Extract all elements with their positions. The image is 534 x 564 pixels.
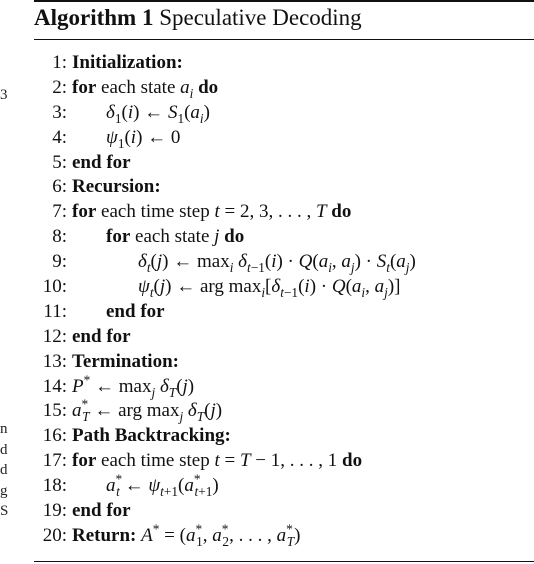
line-content bbox=[72, 449, 362, 474]
line-number: 19: bbox=[42, 500, 67, 522]
line-number: 20: bbox=[42, 524, 67, 546]
line-text: each state bbox=[135, 226, 210, 248]
line-number: 17: bbox=[42, 450, 67, 472]
math-expression: $\psi_t(j)$ ← arg $\max_i[\delta_{t-1}(i) \cdot Q(a_i$, $a_j$)] bbox=[138, 276, 401, 300]
math-expression: $a^*_T$ ← arg $\max_j \delta_T(j)$ bbox=[72, 397, 223, 425]
edge-fragment: d bbox=[0, 462, 8, 478]
algo-line-11 bbox=[34, 300, 534, 325]
algo-line-12 bbox=[34, 325, 534, 350]
line-content bbox=[72, 200, 351, 225]
line-content bbox=[72, 325, 131, 350]
line-content bbox=[72, 350, 179, 375]
line-number: 14: bbox=[42, 375, 67, 397]
algo-line-19 bbox=[34, 499, 534, 524]
edge-fragment: d bbox=[0, 442, 8, 458]
keyword: end for bbox=[106, 300, 165, 322]
line-content bbox=[72, 51, 183, 76]
line-content bbox=[72, 175, 161, 200]
line-content bbox=[106, 225, 244, 250]
bottom-rule bbox=[34, 561, 534, 562]
line-content bbox=[72, 499, 131, 524]
algo-line-5 bbox=[34, 151, 534, 176]
algo-line-3 bbox=[34, 101, 534, 126]
caption-rule bbox=[34, 39, 534, 40]
keyword: do bbox=[331, 201, 352, 223]
line-number: 1: bbox=[52, 52, 67, 73]
top-rule bbox=[34, 0, 534, 2]
line-number: 10: bbox=[42, 276, 67, 298]
math-expression: P* ← $\max_j \delta_T(j)$ bbox=[72, 372, 195, 400]
algo-line-8 bbox=[34, 225, 534, 250]
line-text: each state bbox=[101, 76, 176, 98]
algo-line-7 bbox=[34, 200, 534, 225]
math-expression: $\delta_t(j)$ ← $\max_i \delta_{t-1}(i) \cdot Q(a_i$, $a_j) \cdot S_t(a_j)$ bbox=[138, 251, 416, 275]
line-number: 9: bbox=[52, 251, 67, 273]
math-expression: $A^* = (a^*_1$, $a^*_2$, . . . , $a^*_T$) bbox=[141, 521, 301, 549]
keyword: end for bbox=[72, 151, 131, 173]
keyword: for bbox=[72, 201, 97, 223]
math-expression: $a^*_t$ ← $\psi_{t+1}(a^*_{t+1})$ bbox=[106, 471, 219, 499]
keyword: for bbox=[72, 450, 97, 472]
algo-line-14 bbox=[34, 372, 534, 400]
math-expression: $\psi_1(i)$ ← 0 bbox=[106, 126, 181, 151]
math-expression: $\delta_1(i)$ ← $S_1(a_i)$ bbox=[106, 101, 210, 126]
line-number: 15: bbox=[42, 400, 67, 422]
algo-line-2 bbox=[34, 76, 534, 101]
algo-line-20 bbox=[34, 521, 534, 549]
line-text: each time step bbox=[101, 450, 210, 472]
algorithm-title: Speculative Decoding bbox=[159, 5, 362, 30]
keyword: Initialization: bbox=[72, 52, 183, 73]
line-number: 12: bbox=[42, 325, 67, 347]
edge-fragment: 3 bbox=[0, 87, 8, 103]
keyword: do bbox=[224, 226, 245, 248]
line-number: 3: bbox=[52, 101, 67, 123]
line-text: each time step bbox=[101, 201, 210, 223]
math-expression: j bbox=[214, 226, 220, 248]
keyword: Termination: bbox=[72, 350, 179, 372]
keyword: do bbox=[342, 450, 363, 472]
algo-line-18 bbox=[34, 471, 534, 499]
math-expression: t = 2, 3, . . . , T bbox=[214, 201, 327, 223]
line-number: 7: bbox=[52, 201, 67, 223]
keyword: end for bbox=[72, 325, 131, 347]
line-number: 5: bbox=[52, 151, 67, 173]
math-expression: t = T − 1, . . . , 1 bbox=[214, 450, 338, 472]
algo-line-1 bbox=[34, 51, 534, 76]
edge-fragment: n bbox=[0, 421, 8, 437]
algo-line-17 bbox=[34, 449, 534, 474]
algo-line-4 bbox=[34, 126, 534, 151]
line-number: 16: bbox=[42, 425, 67, 447]
algo-line-15 bbox=[34, 399, 534, 424]
keyword: end for bbox=[72, 500, 131, 522]
keyword: Recursion: bbox=[72, 176, 161, 198]
algo-line-16 bbox=[34, 424, 534, 449]
math-expression: $a_i$ bbox=[180, 76, 194, 101]
keyword: Path Backtracking: bbox=[72, 425, 231, 447]
algo-line-6 bbox=[34, 175, 534, 200]
line-content bbox=[72, 424, 231, 449]
keyword: do bbox=[198, 76, 219, 98]
line-content bbox=[106, 300, 165, 325]
algorithm-label: Algorithm 1 bbox=[34, 5, 154, 30]
algo-line-10 bbox=[34, 275, 534, 300]
line-number: 4: bbox=[52, 126, 67, 148]
line-content bbox=[72, 151, 131, 176]
keyword: for bbox=[72, 76, 97, 98]
line-content bbox=[72, 521, 301, 549]
line-number: 13: bbox=[42, 350, 67, 372]
line-number: 8: bbox=[52, 226, 67, 248]
edge-fragment: S bbox=[0, 503, 9, 519]
algo-line-9 bbox=[34, 250, 534, 275]
keyword: for bbox=[106, 226, 131, 248]
edge-fragment: g bbox=[0, 483, 8, 499]
algorithm-body bbox=[34, 51, 534, 549]
algorithm-caption bbox=[34, 5, 362, 31]
line-number: 18: bbox=[42, 475, 67, 497]
line-number: 2: bbox=[52, 76, 67, 98]
keyword: Return: bbox=[72, 524, 137, 546]
algo-line-13 bbox=[34, 350, 534, 375]
line-number: 6: bbox=[52, 176, 67, 198]
line-content bbox=[72, 76, 218, 101]
line-number: 11: bbox=[43, 300, 67, 322]
